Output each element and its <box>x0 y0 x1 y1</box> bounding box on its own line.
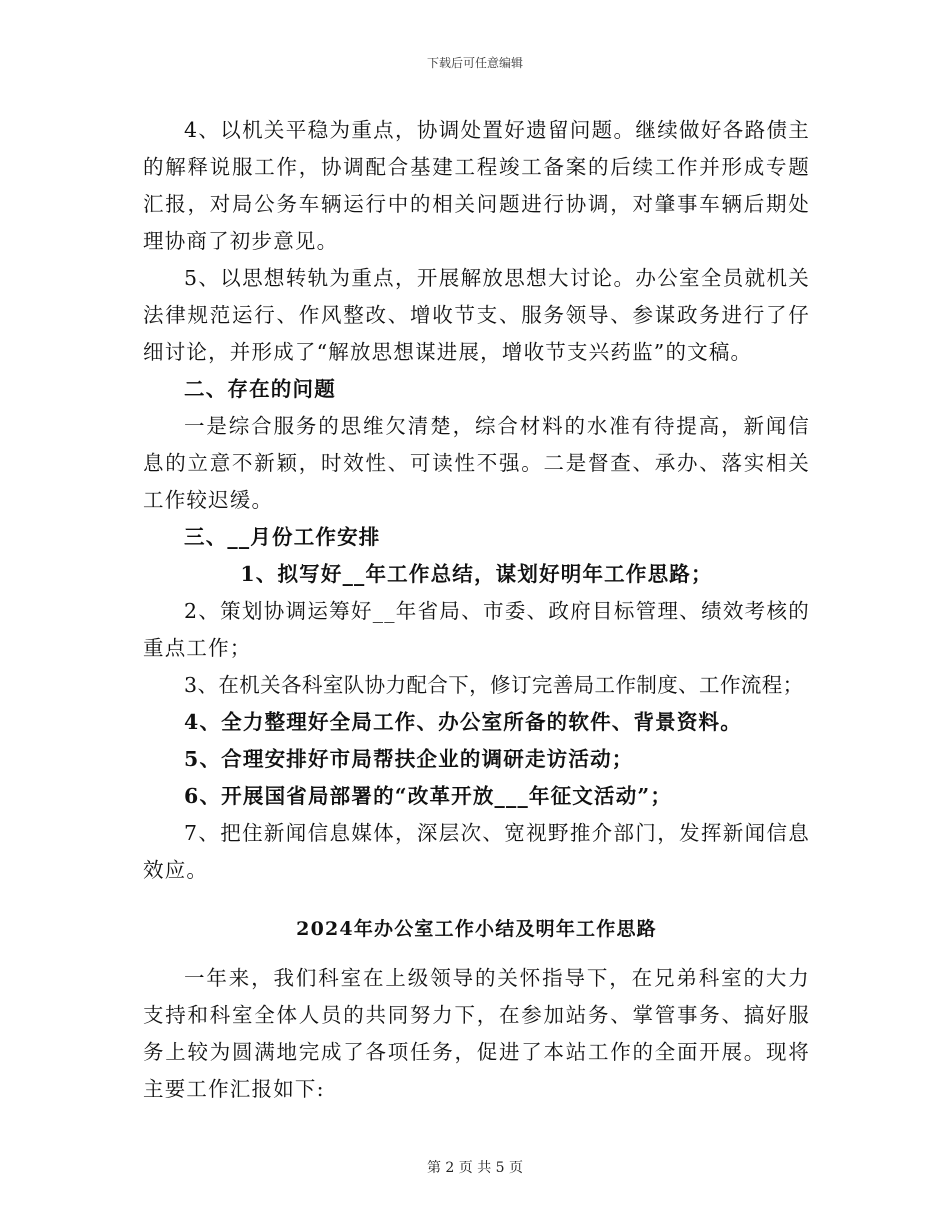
heading-month-plan: 三、__月份工作安排 <box>184 525 381 549</box>
plan-item-7: 7、把住新闻信息媒体，深层次、宽视野推介部门，发挥新闻信息效应。 <box>143 821 810 882</box>
plan-item-3: 3、在机关各科室队协力配合下，修订完善局工作制度、工作流程； <box>184 673 804 697</box>
plan-item-6: 6、开展国省局部署的“改革开放___年征文活动”； <box>184 784 673 808</box>
document-body <box>143 112 810 1108</box>
header-note: 下载后可任意编辑 <box>426 56 523 70</box>
plan-item-2: 2、策划协调运筹好__年省局、市委、政府目标管理、绩效考核的重点工作； <box>143 599 810 660</box>
plan-item-1: 1、拟写好__年工作总结，谋划好明年工作思路； <box>240 562 713 586</box>
plan-item-4: 4、全力整理好全局工作、办公室所备的软件、背景资料。 <box>184 710 742 734</box>
page-number: 第 2 页 共 5 页 <box>426 1160 524 1176</box>
plan-item-5: 5、合理安排好市局帮扶企业的调研走访活动； <box>184 747 634 771</box>
section-title: 2024年办公室工作小结及明年工作思路 <box>296 918 657 940</box>
paragraph-item-5: 5、以思想转轨为重点，开展解放思想大讨论。办公室全员就机关法律规范运行、作风整改、增收节支、服务领导、参谋政务进行了仔细讨论，并形成了“解放思想谋进展，增收节支兴药监”的文稿。 <box>143 266 810 364</box>
paragraph-item-4: 4、以机关平稳为重点，协调处置好遗留问题。继续做好各路债主的解释说服工作，协调配合基建工程竣工备案的后续工作并形成专题汇报，对局公务车辆运行中的相关问题进行协调，对肇事车辆后期处理协商了初步意见。 <box>143 118 810 253</box>
heading-problems: 二、存在的问题 <box>184 377 336 401</box>
paragraph-problems: 一是综合服务的思维欠清楚，综合材料的水准有待提高，新闻信息的立意不新颖，时效性、可读性不强。二是督查、承办、落实相关工作较迟缓。 <box>143 414 810 512</box>
intro-paragraph: 一年来，我们科室在上级领导的关怀指导下，在兄弟科室的大力支持和科室全体人员的共同努力下，在参加站务、掌管事务、搞好服务上较为圆满地完成了各项任务，促进了本站工作的全面开展。现将主要工作汇报如下: <box>143 966 810 1101</box>
